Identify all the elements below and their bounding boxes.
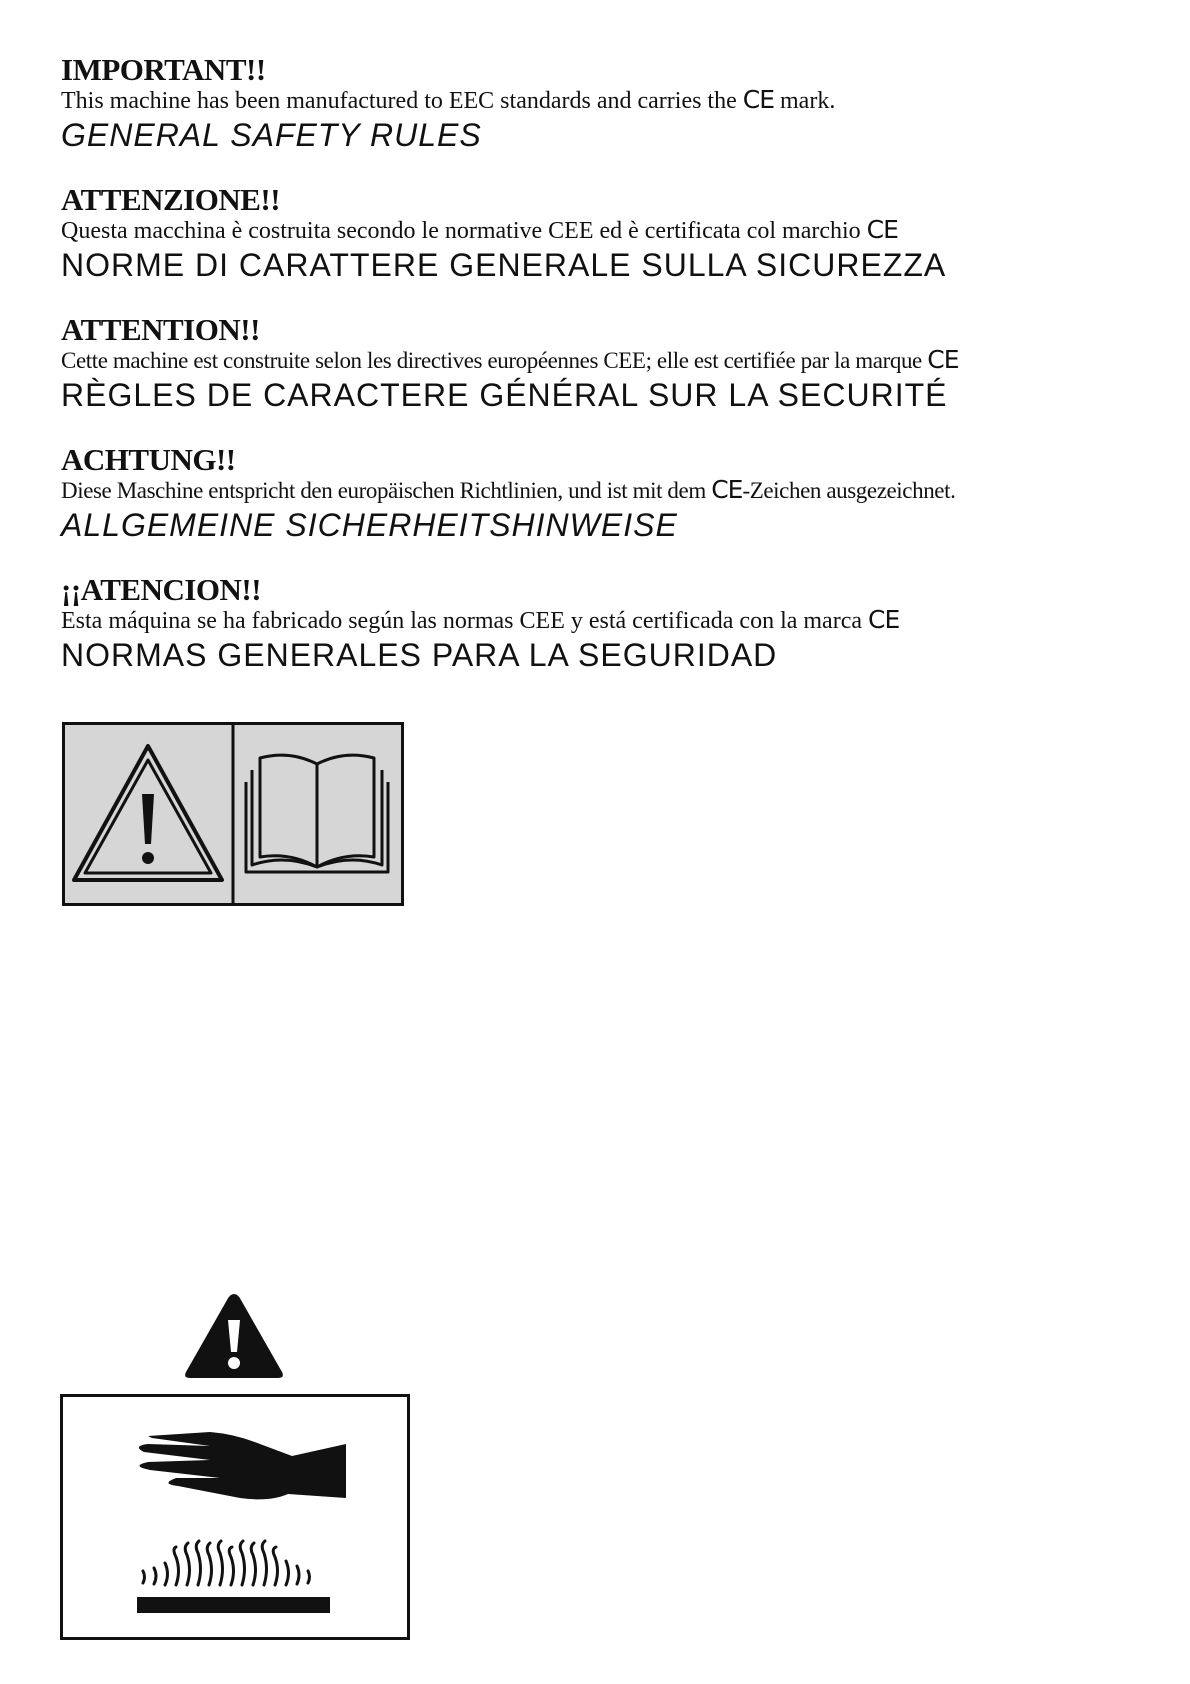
ce-statement-tail: -Zeichen ausgezeichnet.: [742, 478, 956, 503]
ce-mark: CE: [868, 605, 900, 634]
heading-attenzione: ATTENZIONE!!: [61, 182, 281, 217]
section-spanish: [61, 572, 1161, 675]
section-german: [61, 442, 1161, 545]
heading-attention: ATTENTION!!: [61, 312, 260, 347]
ce-statement-text: Cette machine est construite selon les directives européennes CEE; elle est certifiée par la marque: [61, 348, 928, 373]
ce-statement-tail: mark.: [774, 88, 836, 114]
ce-mark: CE: [742, 85, 775, 114]
ce-statement: [61, 346, 1161, 375]
ce-statement: [61, 606, 1161, 635]
heading-atencion: ¡¡ATENCION!!: [61, 572, 262, 607]
small-warning-triangle-icon: [182, 1290, 286, 1382]
ce-mark: CE: [866, 215, 898, 244]
ce-statement-text: Esta máquina se ha fabricado según las normas CEE y está certificada con la marca: [61, 608, 868, 634]
safety-symbol-panel: [62, 722, 404, 911]
ce-statement: [61, 216, 1161, 245]
section-french: [61, 312, 1161, 415]
rules-title: GENERAL SAFETY RULES: [61, 117, 482, 153]
hand-over-hot-surface-icon: [60, 1394, 410, 1640]
ce-statement: [61, 86, 1161, 115]
ce-statement-text: Questa macchina è costruita secondo le normative CEE ed è certificata col marchio: [61, 218, 867, 244]
ce-statement: [61, 476, 1161, 505]
rules-title: RÈGLES DE CARACTERE GÉNÉRAL SUR LA SECURITÉ: [61, 377, 948, 413]
ce-mark: CE: [927, 345, 959, 374]
rules-title: ALLGEMEINE SICHERHEITSHINWEISE: [61, 507, 678, 543]
ce-statement-text: Diese Maschine entspricht den europäischen Richtlinien, und ist mit dem: [61, 478, 712, 503]
section-italian: [61, 182, 1161, 285]
hot-surface-warning: [182, 1290, 286, 1387]
rules-title: NORMAS GENERALES PARA LA SEGURIDAD: [61, 637, 778, 673]
safety-symbol-panel-graphic: [62, 722, 404, 906]
rules-title: NORME DI CARATTERE GENERALE SULLA SICUREZZA: [61, 247, 947, 283]
heading-achtung: ACHTUNG!!: [61, 442, 236, 477]
ce-mark: CE: [711, 475, 743, 504]
heading-important: IMPORTANT!!: [61, 52, 266, 87]
section-english: [61, 52, 1161, 155]
hot-surface-panel: [60, 1394, 410, 1645]
ce-statement-text: This machine has been manufactured to EEC standards and carries the: [61, 88, 743, 114]
